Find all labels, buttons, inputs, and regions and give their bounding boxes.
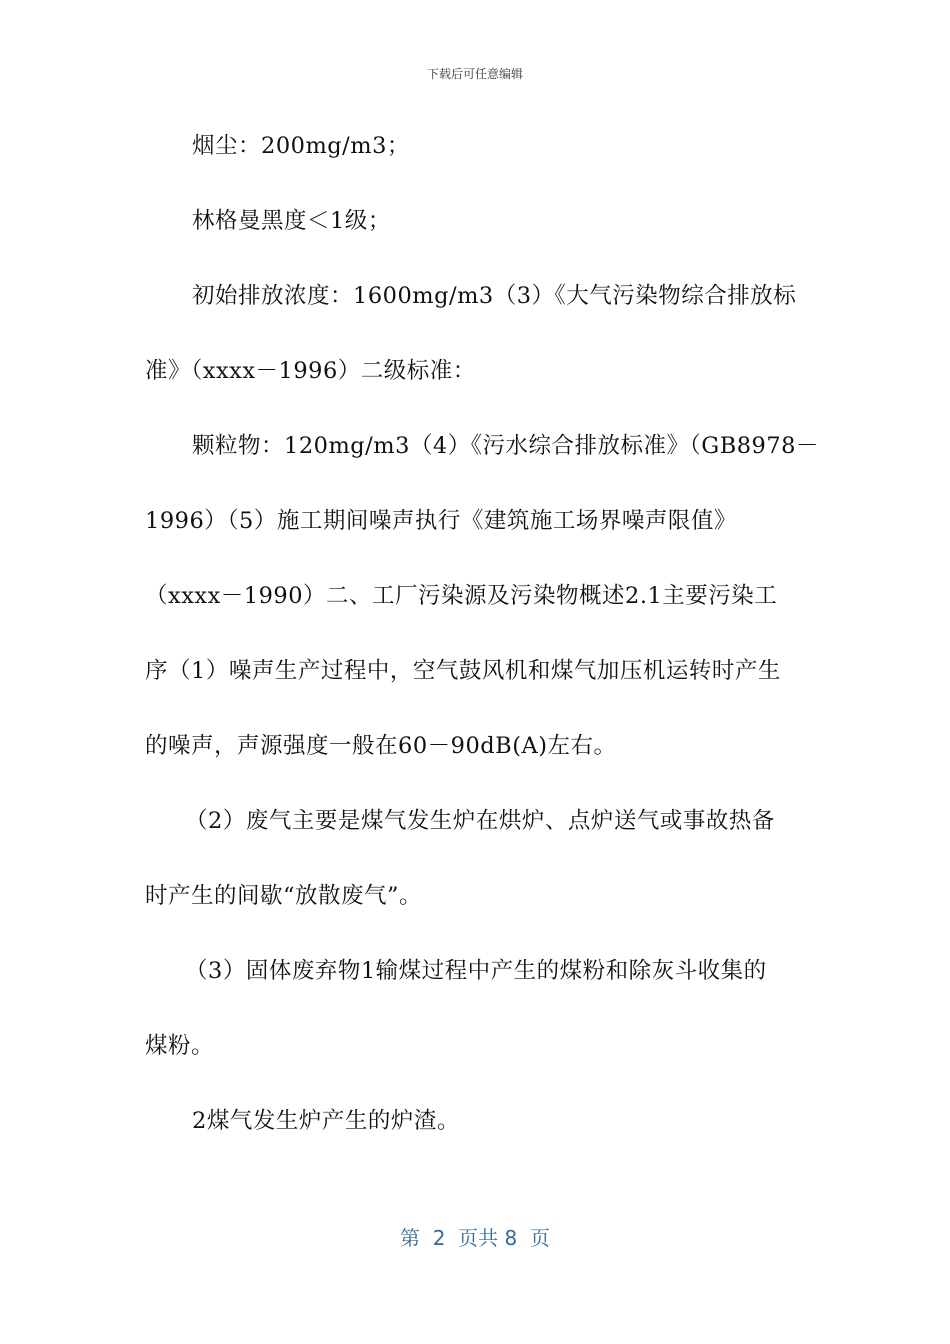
text-line: 初始排放浓度：1600mg/m3（3）《大气污染物综合排放标 [192, 283, 797, 309]
text-line: 的噪声，声源强度一般在60－90dB(A)左右。 [145, 733, 617, 759]
page-header-note: 下载后可任意编辑 [426, 67, 523, 81]
text-line: 颗粒物：120mg/m3（4）《污水综合排放标准》（GB8978－ [192, 433, 820, 459]
text-line: （2）废气主要是煤气发生炉在烘炉、点炉送气或事故热备 [185, 808, 775, 834]
text-line: 时产生的间歇“放散废气”。 [145, 883, 423, 909]
text-line: 林格曼黑度＜1级； [192, 208, 391, 234]
text-line: （3）固体废弃物1输煤过程中产生的煤粉和除灰斗收集的 [185, 958, 767, 984]
text-line: （xxxx－1990）二、工厂污染源及污染物概述2.1主要污染工 [145, 583, 778, 609]
text-line: 准》（xxxx－1996）二级标准： [145, 358, 476, 384]
page-number-footer: 第 2 页共 8 页 [400, 1226, 550, 1250]
text-line: 2煤气发生炉产生的炉渣。 [192, 1108, 460, 1134]
text-line: 序（1）噪声生产过程中，空气鼓风机和煤气加压机运转时产生 [145, 658, 781, 684]
text-line: 1996）（5）施工期间噪声执行《建筑施工场界噪声限值》 [145, 508, 737, 534]
text-line: 烟尘：200mg/m3； [192, 133, 410, 159]
text-line: 煤粉。 [145, 1033, 215, 1059]
document-body [145, 126, 820, 1176]
